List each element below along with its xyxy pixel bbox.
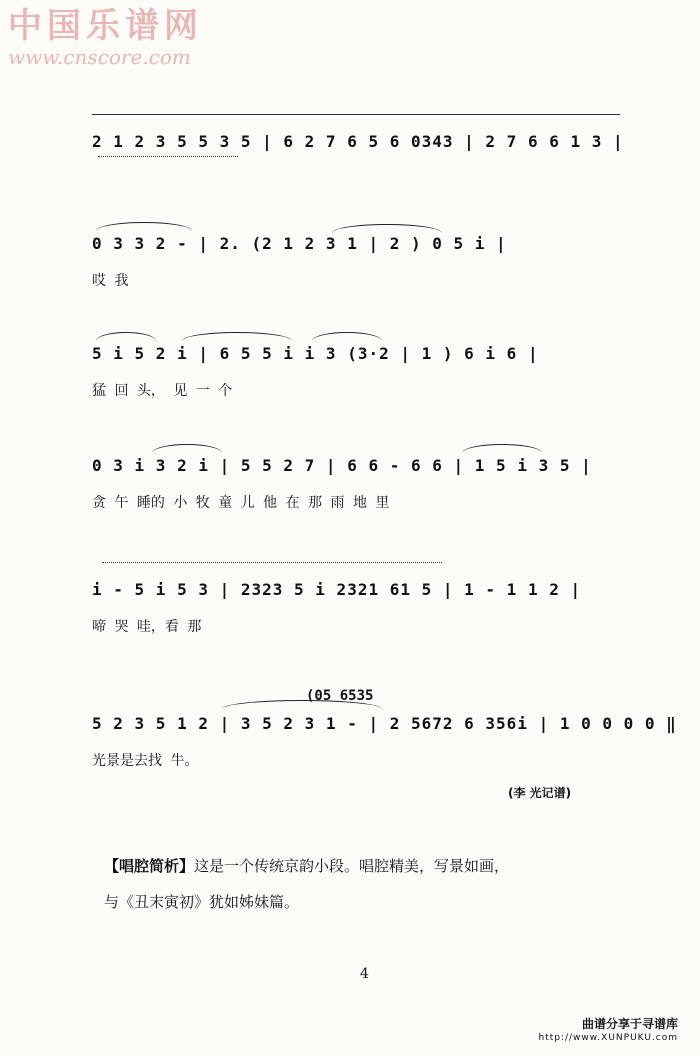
watermark-url: www.cnscore.com bbox=[8, 45, 191, 69]
notation-line: 5 2 3 5 1 2 | 3 5 2 3 1 - | 2 5672 6 356i | 1 0 0 0 0 ‖ bbox=[92, 714, 677, 733]
site-watermark bbox=[8, 6, 203, 68]
notation-line: 0 3 3 2 - | 2. (2 1 2 3 1 | 2 ) 0 5 i | bbox=[92, 234, 507, 253]
page-number: 4 bbox=[360, 966, 369, 982]
lyric-line: 哎 我 bbox=[92, 273, 129, 289]
notation-line: i - 5 i 5 3 | 2323 5 i 2321 61 5 | 1 - 1 1 2 | bbox=[92, 580, 582, 599]
slur bbox=[96, 332, 156, 341]
lyric-line: 啼 哭 哇，看 那 bbox=[92, 619, 202, 635]
lyric-line: 猛 回 头， 见 一 个 bbox=[92, 383, 233, 399]
footer-line-2: http://www.XUNPUKU.com bbox=[538, 1033, 678, 1043]
slur bbox=[152, 444, 222, 453]
slur bbox=[462, 444, 542, 453]
analysis-title: 【唱腔简析】 bbox=[104, 857, 195, 875]
top-rule bbox=[92, 114, 620, 115]
analysis-body: 这是一个传统京韵小段。唱腔精美，写景如画， bbox=[194, 857, 510, 875]
transcriber-credit: (李 光记谱) bbox=[508, 786, 572, 800]
analysis-body-2: 与《丑末寅初》犹如姊妹篇。 bbox=[104, 893, 300, 911]
analysis-paragraph bbox=[104, 848, 644, 920]
slur bbox=[332, 224, 442, 233]
watermark-title: 中国乐谱网 bbox=[8, 6, 203, 46]
notation-line: 0 3 i 3 2 i | 5 5 2 7 | 6 6 - 6 6 | 1 5 i 3 5 | bbox=[92, 456, 592, 475]
footer-line-1: 曲谱分享于寻谱库 bbox=[581, 1017, 678, 1031]
lyric-line: 贪 午 睡的 小 牧 童 儿 他 在 那 雨 地 里 bbox=[92, 495, 390, 511]
footer-watermark bbox=[538, 1016, 678, 1044]
notation-line: 2 1 2 3 5 5 3 5 | 6 2 7 6 5 6 0343 | 2 7 6 6 1 3 | bbox=[92, 132, 624, 151]
octave-dots bbox=[98, 156, 238, 157]
slur bbox=[182, 332, 292, 341]
lyric-line: 光景是去找 牛。 bbox=[92, 753, 199, 769]
slur bbox=[96, 222, 192, 231]
slur bbox=[312, 332, 382, 341]
octave-dots bbox=[102, 562, 442, 563]
bracketed-notes: (05 6535 bbox=[306, 688, 374, 704]
notation-line: 5 i 5 2 i | 6 5 5 i i 3 (3·2 | 1 ) 6 i 6 | bbox=[92, 344, 539, 363]
